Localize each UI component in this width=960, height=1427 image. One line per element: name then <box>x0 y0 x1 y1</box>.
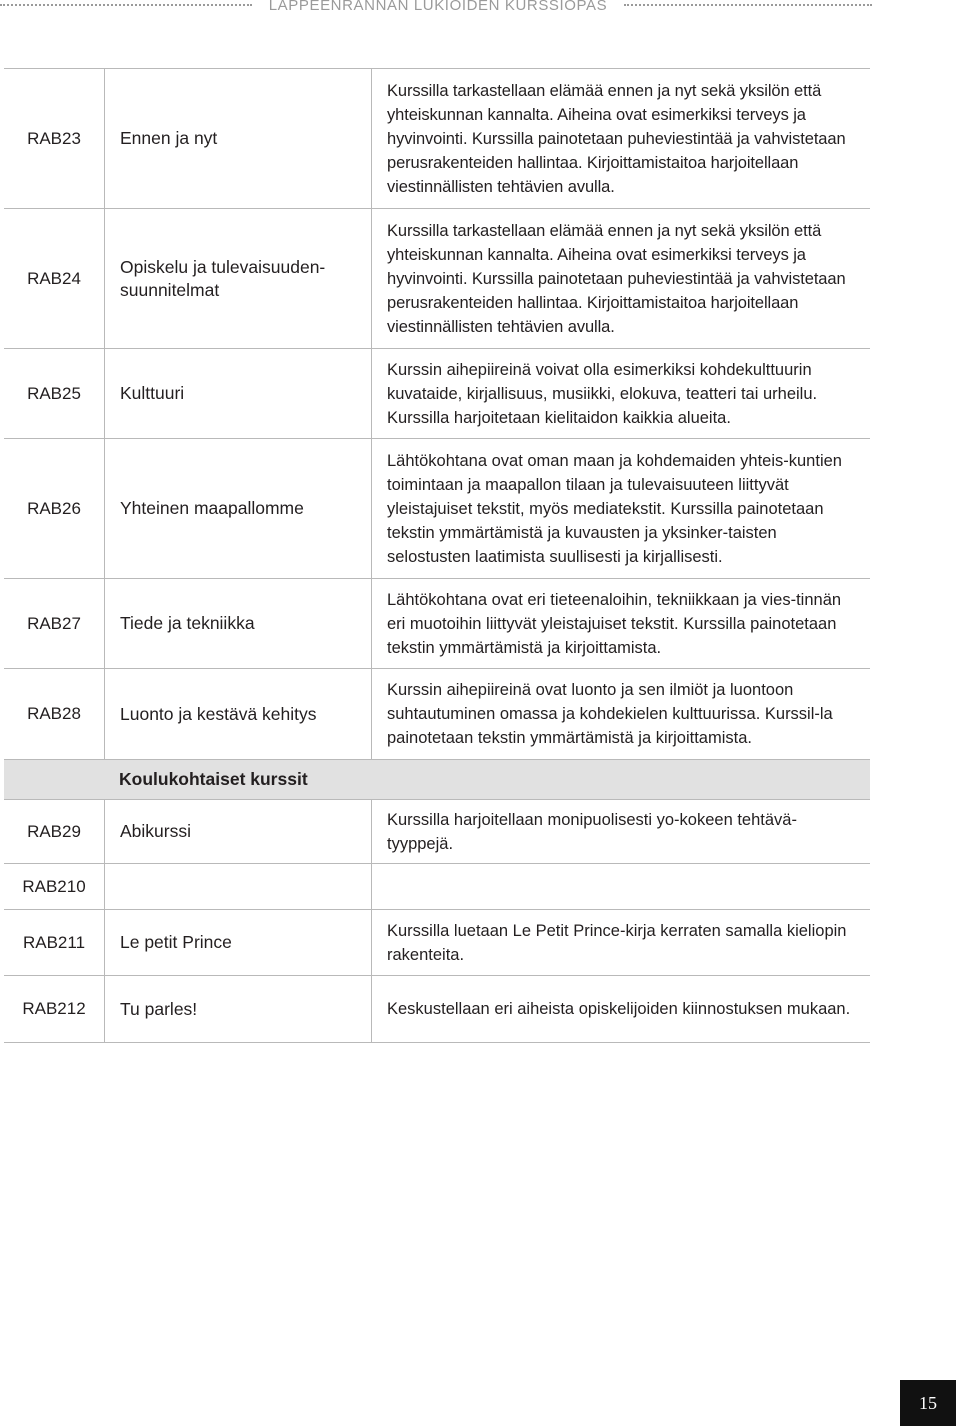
course-name: Luonto ja kestävä kehitys <box>104 669 371 759</box>
course-code: RAB27 <box>27 613 81 633</box>
course-name: Kulttuuri <box>104 349 371 438</box>
table-row <box>4 863 870 909</box>
course-description <box>371 864 870 909</box>
course-code: RAB212 <box>22 999 86 1018</box>
course-name: Abikurssi <box>104 800 371 863</box>
table-row <box>4 668 870 759</box>
table-row <box>4 438 870 578</box>
page-header <box>0 0 960 14</box>
table-row <box>4 68 870 208</box>
course-code: RAB28 <box>27 704 81 723</box>
page-number: 15 <box>900 1380 956 1426</box>
table-row <box>4 208 870 348</box>
header-title: LAPPEENRANNAN LUKIOIDEN KURSSIOPAS <box>268 0 608 14</box>
course-code: RAB210 <box>22 876 86 896</box>
section-title-text: Koulukohtaiset kurssit <box>119 769 308 789</box>
header-rule-left <box>0 4 252 6</box>
table-row <box>4 909 870 975</box>
course-description: Kurssin aihepiireinä ovat luonto ja sen ilmiöt ja luontoon suhtautuminen omassa ja kohdekielen kulttuurissa. Kurssil-la painotetaan tekstin ymmärtämistä ja kirjoittamista. <box>371 669 870 759</box>
course-description: Kurssilla tarkastellaan elämää ennen ja nyt sekä yksilön että yhteiskunnan kannalta. Aiheina ovat esimerkiksi terveys ja hyvinvointi. Kurssilla painotetaan puheviestintää ja vahvistetaan perusrakenteiden hallintaa. Kirjoittamistaitoa harjoitellaan viestinnällisten tehtävien avulla. <box>371 209 870 348</box>
course-code: RAB23 <box>27 128 81 148</box>
course-description: Kurssilla harjoitellaan monipuolisesti yo-kokeen tehtävä-tyyppejä. <box>371 800 870 863</box>
course-code: RAB25 <box>27 383 81 403</box>
course-name: Tiede ja tekniikka <box>104 579 371 668</box>
course-table <box>4 68 870 1043</box>
course-description: Lähtökohtana ovat oman maan ja kohdemaiden yhteis-kuntien toimintaan ja maapallon tilaan ja tulevaisuuteen liittyvät yleistajuiset tekstit, myös mediatekstit. Kurssilla painotetaan tekstin ymmärtämistä ja kuvausten ja yksinker-taisten selostusten laatimista suullisesti ja kirjallisesti. <box>371 439 870 578</box>
course-description: Kurssin aihepiireinä voivat olla esimerkiksi kohdekulttuurin kuvataide, kirjallisuus, musiikki, elokuva, teatteri tai urheilu. Kurssilla harjoitetaan kielitaidon kaikkia alueita. <box>371 349 870 438</box>
header-rule-right <box>624 4 872 6</box>
course-name: Ennen ja nyt <box>104 69 371 208</box>
table-row <box>4 348 870 438</box>
table-row <box>4 578 870 668</box>
course-description: Keskustellaan eri aiheista opiskelijoiden kiinnostuksen mukaan. <box>371 976 870 1042</box>
course-code: RAB24 <box>27 268 81 288</box>
course-name: Tu parles! <box>104 976 371 1042</box>
course-name: Le petit Prince <box>104 910 371 975</box>
section-title <box>104 760 371 799</box>
course-code: RAB26 <box>27 498 81 518</box>
section-spacer <box>4 760 104 799</box>
table-row <box>4 975 870 1043</box>
course-code: RAB29 <box>27 821 81 841</box>
course-description: Kurssilla luetaan Le Petit Prince-kirja kerraten samalla kieliopin rakenteita. <box>371 910 870 975</box>
section-header-row <box>4 759 870 799</box>
course-description: Lähtökohtana ovat eri tieteenaloihin, tekniikkaan ja vies-tinnän eri muotoihin liittyvät yleistajuiset tekstit. Kurssilla painotetaan tekstin ymmärtämistä ja kirjoittamista. <box>371 579 870 668</box>
course-name <box>104 864 371 909</box>
course-name: Opiskelu ja tulevaisuuden-suunnitelmat <box>104 209 371 348</box>
course-description: Kurssilla tarkastellaan elämää ennen ja nyt sekä yksilön että yhteiskunnan kannalta. Aiheina ovat esimerkiksi terveys ja hyvinvointi. Kurssilla painotetaan puheviestintää ja vahvistetaan perusrakenteiden hallintaa. Kirjoittamistaitoa harjoitellaan viestinnällisten tehtävien avulla. <box>371 69 870 208</box>
course-code: RAB211 <box>22 932 86 952</box>
course-name: Yhteinen maapallomme <box>104 439 371 578</box>
table-row <box>4 799 870 863</box>
